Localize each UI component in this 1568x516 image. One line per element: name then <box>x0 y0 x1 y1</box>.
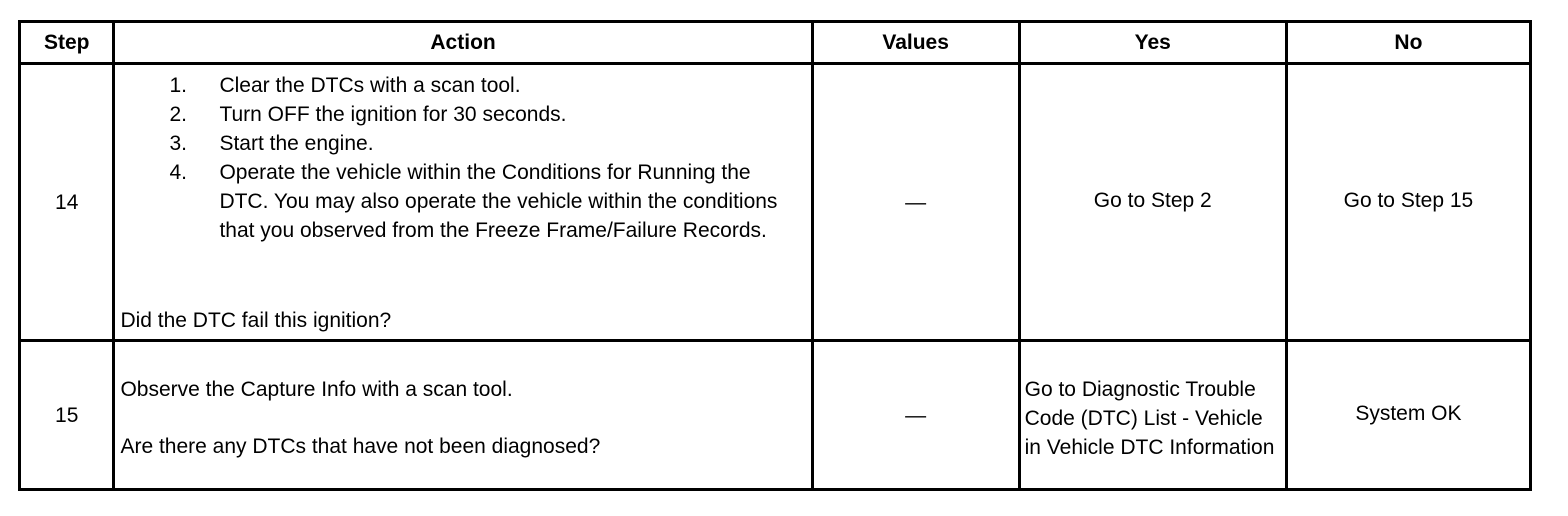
no-cell <box>1286 64 1530 341</box>
yes-outcome: Go to Step 2 <box>1093 188 1212 212</box>
header-step: Step <box>20 22 114 64</box>
action-step <box>115 158 810 245</box>
action-step-number: 4. <box>169 161 187 184</box>
table-row <box>20 341 1531 490</box>
no-cell <box>1286 341 1530 490</box>
action-step-number: 1. <box>169 74 187 97</box>
action-instruction: Observe the Capture Info with a scan tool. <box>120 378 513 401</box>
action-step-list <box>115 65 810 245</box>
values-cell: — <box>812 341 1019 490</box>
header-row <box>20 22 1531 64</box>
action-cell <box>114 341 812 490</box>
diagnostic-table <box>18 20 1532 491</box>
header-no: No <box>1286 22 1530 64</box>
header-yes: Yes <box>1019 22 1286 64</box>
action-step-number: 2. <box>169 103 187 126</box>
step-number: 15 <box>20 341 114 490</box>
yes-cell <box>1019 64 1286 341</box>
header-values: Values <box>812 22 1019 64</box>
action-step <box>115 71 810 100</box>
values-cell: — <box>812 64 1019 341</box>
action-question: Are there any DTCs that have not been diagnosed? <box>120 435 601 458</box>
action-step <box>115 100 810 129</box>
action-cell <box>114 64 812 341</box>
action-question: Did the DTC fail this ignition? <box>120 309 392 332</box>
action-step-text: Turn OFF the ignition for 30 seconds. <box>219 103 567 126</box>
no-outcome: System OK <box>1355 401 1462 425</box>
yes-cell <box>1019 341 1286 490</box>
action-step-number: 3. <box>169 132 187 155</box>
action-step-text: Clear the DTCs with a scan tool. <box>219 74 521 97</box>
no-outcome: Go to Step 15 <box>1343 188 1474 212</box>
action-step-text: Start the engine. <box>219 132 374 155</box>
action-step <box>115 129 810 158</box>
table-row <box>20 64 1531 341</box>
yes-outcome: Go to Diagnostic Trouble Code (DTC) List - Vehicle in Vehicle DTC Information <box>1024 377 1275 459</box>
action-step-text: Operate the vehicle within the Conditions for Running the DTC. You may also operate the vehicle within the conditions that you observed from the Freeze Frame/Failure Records. <box>219 161 778 242</box>
step-number: 14 <box>20 64 114 341</box>
header-action: Action <box>114 22 812 64</box>
